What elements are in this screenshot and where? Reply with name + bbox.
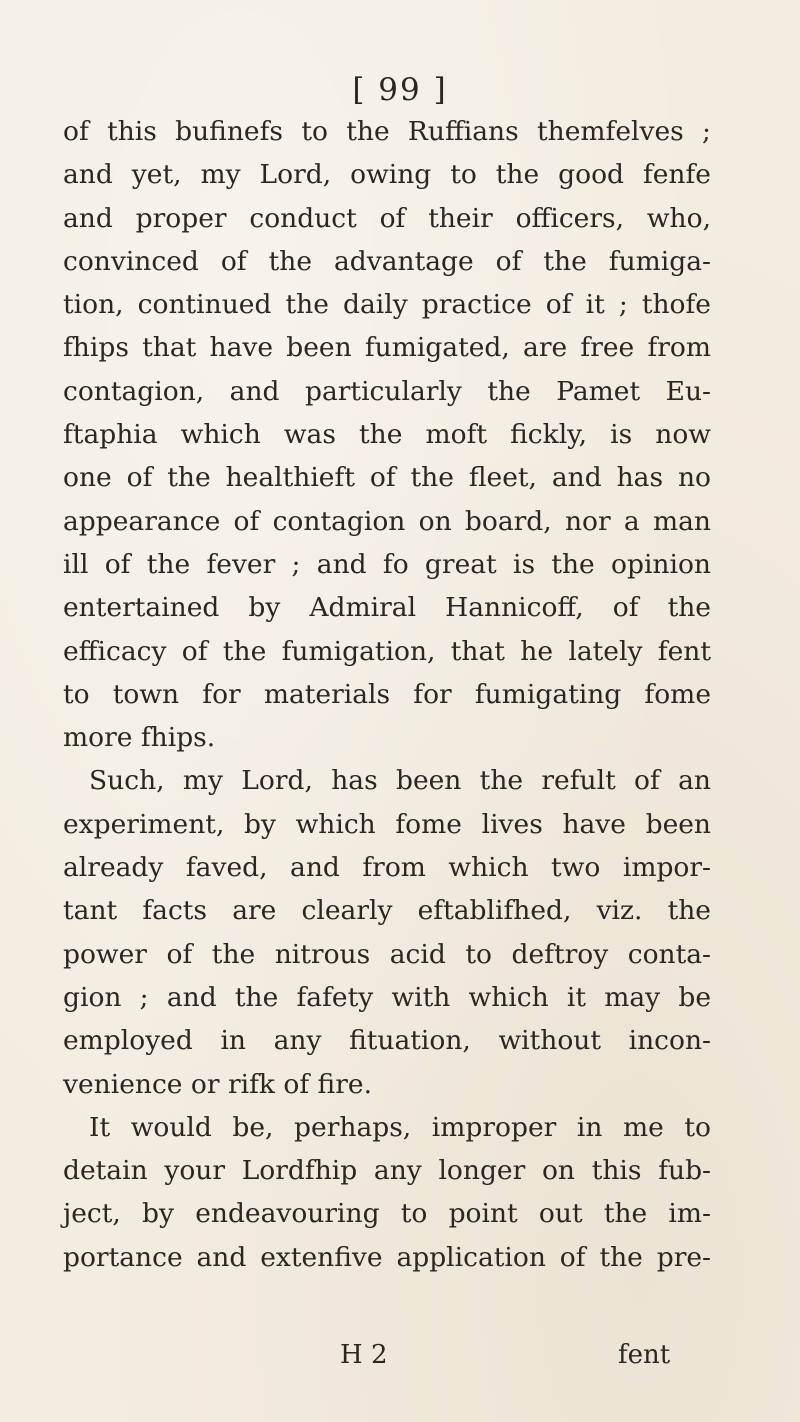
text-line: one of the healthieft of the fleet, and has no (63, 462, 711, 494)
text-line: ftaphia which was the moft fickly, is now (63, 419, 711, 451)
text-line: already faved, and from which two impor- (63, 852, 711, 884)
text-line: portance and extenfive application of the pre- (63, 1241, 711, 1273)
text-line: convinced of the advantage of the fumiga- (63, 245, 711, 277)
body-text (63, 110, 711, 1279)
text-line: venience or rifk of fire. (63, 1068, 373, 1100)
text-line: fhips that have been fumigated, are free from (63, 332, 711, 364)
text-line: contagion, and particularly the Pamet Eu- (63, 375, 711, 407)
text-line: detain your Lordfhip any longer on this fub- (63, 1155, 711, 1187)
text-line: ject, by endeavouring to point out the im- (63, 1198, 711, 1230)
text-line: and yet, my Lord, owing to the good fenfe (63, 159, 711, 191)
text-line: of this bufinefs to the Ruffians themfelves ; (63, 116, 711, 147)
paragraph-start-line: Such, my Lord, has been the refult of an (89, 765, 711, 797)
catchword: fent (618, 1340, 671, 1370)
page-number-header: [ 99 ] (352, 72, 448, 108)
text-line: ill of the fever ; and fo great is the opinion (63, 548, 711, 580)
text-line: to town for materials for fumigating fome (63, 678, 711, 710)
signature-mark: H 2 (340, 1340, 388, 1370)
text-line: tant facts are clearly eftablifhed, viz. the (63, 895, 711, 927)
text-line: tion, continued the daily practice of it ; thofe (63, 289, 711, 321)
text-line: employed in any fituation, without incon- (63, 1025, 711, 1057)
text-line: efficacy of the fumigation, that he lately fent (63, 635, 711, 667)
text-line: entertained by Admiral Hannicoff, of the (63, 592, 711, 624)
text-line: power of the nitrous acid to deftroy conta- (63, 938, 711, 970)
page-footer (0, 1335, 800, 1375)
text-line: gion ; and the fafety with which it may be (63, 981, 711, 1013)
text-line: more fhips. (63, 722, 216, 754)
text-line: appearance of contagion on board, nor a man (63, 505, 711, 537)
text-line: experiment, by which fome lives have been (63, 808, 711, 840)
text-line: and proper conduct of their officers, who, (63, 202, 711, 234)
paragraph-start-line: It would be, perhaps, improper in me to (89, 1111, 711, 1143)
